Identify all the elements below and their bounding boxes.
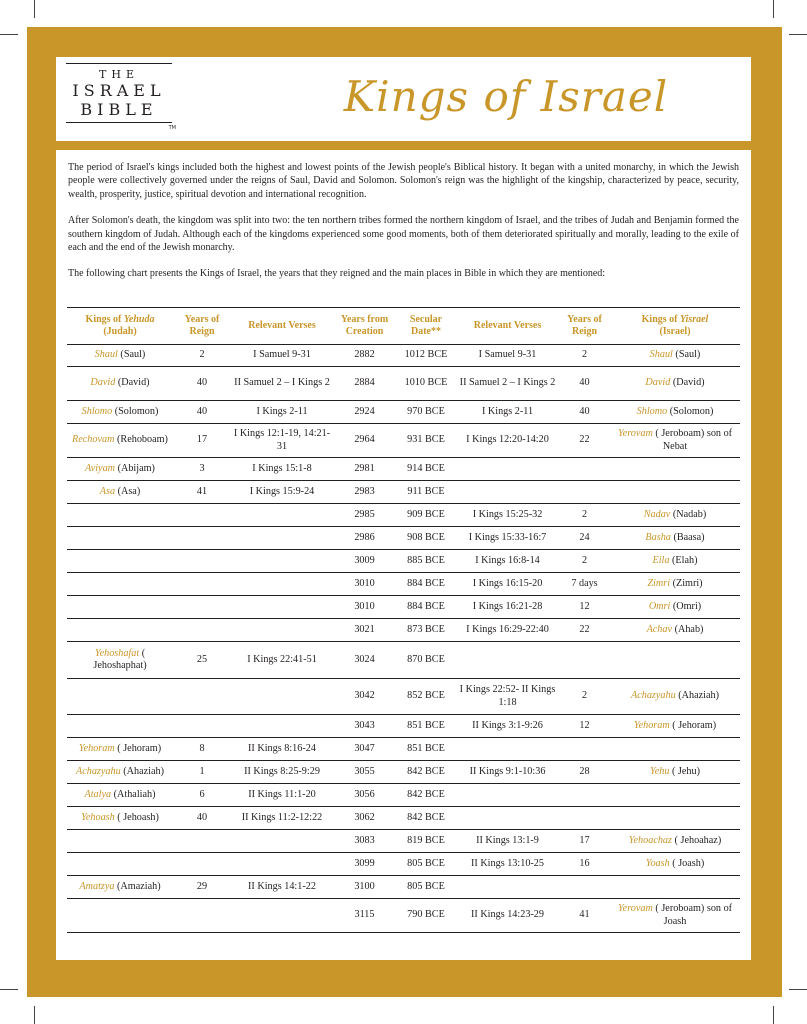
judah-king-cell	[67, 619, 173, 642]
israel-king-cell	[610, 619, 740, 642]
judah-verses-cell	[231, 715, 333, 738]
israel-verses-cell	[456, 738, 559, 761]
creation-year-cell: 3009	[333, 550, 396, 573]
table-row	[67, 761, 740, 784]
judah-king-cell	[67, 738, 173, 761]
judah-king-cell	[67, 401, 173, 424]
logo-line-1: THE	[99, 68, 139, 81]
table-row	[67, 738, 740, 761]
israel-king-cell	[610, 807, 740, 830]
judah-verses-cell	[231, 504, 333, 527]
israel-years-cell	[559, 738, 610, 761]
header-banner	[56, 57, 751, 141]
judah-years-cell	[173, 596, 231, 619]
judah-years-cell: 8	[173, 738, 231, 761]
table-row	[67, 853, 740, 876]
judah-king-cell	[67, 596, 173, 619]
creation-year-cell: 3056	[333, 784, 396, 807]
judah-years-cell: 29	[173, 876, 231, 899]
table-row	[67, 899, 740, 933]
secular-date-cell: 1010 BCE	[396, 367, 456, 401]
king-hebrew-name: Rechovam	[72, 434, 115, 446]
judah-king-cell	[67, 876, 173, 899]
creation-year-cell: 3099	[333, 853, 396, 876]
king-hebrew-name: Shaul	[649, 349, 673, 361]
israel-verses-cell: I Kings 12:20-14:20	[456, 424, 559, 458]
israel-verses-cell: I Kings 16:21-28	[456, 596, 559, 619]
israel-bible-logo	[60, 63, 178, 131]
judah-years-cell: 41	[173, 481, 231, 504]
king-hebrew-name: Aviyam	[85, 462, 116, 474]
header-years-judah: Years of Reign	[173, 308, 231, 345]
israel-years-cell: 16	[559, 853, 610, 876]
header-verses-judah: Relevant Verses	[231, 308, 333, 345]
table-row	[67, 424, 740, 458]
king-english-name: ( Jehoshaphat)	[93, 647, 147, 671]
king-english-name: (David)	[117, 377, 150, 389]
judah-years-cell	[173, 573, 231, 596]
israel-king-cell	[610, 596, 740, 619]
judah-king-cell	[67, 853, 173, 876]
table-row	[67, 807, 740, 830]
israel-verses-cell: II Kings 13:1-9	[456, 830, 559, 853]
judah-verses-cell	[231, 527, 333, 550]
judah-years-cell	[173, 619, 231, 642]
king-hebrew-name: David	[645, 377, 671, 389]
king-english-name: (Ahaziah)	[678, 690, 719, 702]
israel-king-cell	[610, 761, 740, 784]
israel-years-cell: 40	[559, 367, 610, 401]
king-english-name: (Rehoboam)	[117, 434, 168, 446]
king-hebrew-name: Eila	[652, 554, 670, 566]
king-english-name: (Athaliah)	[113, 788, 156, 800]
intro-text	[68, 161, 739, 294]
creation-year-cell: 3047	[333, 738, 396, 761]
secular-date-cell: 852 BCE	[396, 679, 456, 715]
judah-verses-cell	[231, 899, 333, 933]
king-hebrew-name: Omri	[648, 600, 671, 612]
judah-years-cell: 3	[173, 458, 231, 481]
table-row	[67, 715, 740, 738]
israel-king-cell	[610, 642, 740, 679]
israel-king-cell	[610, 424, 740, 458]
judah-verses-cell: II Kings 14:1-22	[231, 876, 333, 899]
table-row	[67, 596, 740, 619]
judah-king-cell	[67, 642, 173, 679]
king-hebrew-name: Shlomo	[81, 405, 113, 417]
creation-year-cell: 3021	[333, 619, 396, 642]
logo-line-3: BIBLE	[80, 100, 158, 119]
table-row	[67, 784, 740, 807]
king-english-name: (Solomon)	[669, 405, 714, 417]
header-creation: Years from Creation	[333, 308, 396, 345]
israel-verses-cell: I Kings 2-11	[456, 401, 559, 424]
judah-verses-cell: I Kings 2-11	[231, 401, 333, 424]
crop-mark	[789, 34, 807, 35]
israel-years-cell: 12	[559, 715, 610, 738]
judah-verses-cell: II Kings 8:16-24	[231, 738, 333, 761]
king-hebrew-name: Yerovam	[617, 903, 653, 914]
israel-king-cell	[610, 367, 740, 401]
israel-verses-cell	[456, 642, 559, 679]
israel-king-cell	[610, 401, 740, 424]
israel-verses-cell: II Kings 13:10-25	[456, 853, 559, 876]
king-english-name: (Saul)	[120, 349, 146, 361]
israel-verses-cell: II Kings 9:1-10:36	[456, 761, 559, 784]
creation-year-cell: 2882	[333, 345, 396, 367]
crop-mark	[789, 989, 807, 990]
intro-paragraph: The period of Israel's kings included both the highest and lowest points of the Jewish people's Biblical history. It began with a united monarchy, in which the Jewish people were collectively governed under the reigns of Saul, David and Solomon. Solomon's reign was the highlight of the kingship, characterized by peace, security, wealth, prosperity, justice, spiritual devotion and international recognition.	[68, 162, 739, 200]
secular-date-cell: 931 BCE	[396, 424, 456, 458]
king-hebrew-name: Basha	[645, 531, 671, 543]
creation-year-cell: 2985	[333, 504, 396, 527]
king-english-name: (Nadab)	[672, 508, 707, 520]
page-title: Kings of Israel	[343, 72, 669, 121]
secular-date-cell: 908 BCE	[396, 527, 456, 550]
secular-date-cell: 914 BCE	[396, 458, 456, 481]
table-row	[67, 527, 740, 550]
kings-table	[67, 307, 740, 933]
israel-years-cell: 2	[559, 550, 610, 573]
crop-mark	[773, 1006, 774, 1024]
secular-date-cell: 970 BCE	[396, 401, 456, 424]
king-english-name: ( Jehoash)	[117, 811, 159, 823]
creation-year-cell: 3010	[333, 596, 396, 619]
judah-king-cell	[67, 550, 173, 573]
king-hebrew-name: Amatzya	[79, 880, 115, 892]
king-english-name: (Zimri)	[672, 577, 703, 589]
judah-years-cell	[173, 504, 231, 527]
israel-king-cell	[610, 458, 740, 481]
israel-years-cell: 2	[559, 345, 610, 367]
israel-years-cell: 24	[559, 527, 610, 550]
israel-years-cell: 7 days	[559, 573, 610, 596]
king-hebrew-name: Achazyahu	[76, 765, 121, 777]
judah-years-cell: 40	[173, 367, 231, 401]
crop-mark	[34, 1006, 35, 1024]
israel-verses-cell: I Kings 15:25-32	[456, 504, 559, 527]
judah-verses-cell	[231, 573, 333, 596]
israel-years-cell	[559, 876, 610, 899]
creation-year-cell: 3055	[333, 761, 396, 784]
israel-years-cell: 2	[559, 679, 610, 715]
table-header-row	[67, 308, 740, 345]
creation-year-cell: 2884	[333, 367, 396, 401]
judah-king-cell	[67, 784, 173, 807]
judah-king-cell	[67, 761, 173, 784]
israel-years-cell: 22	[559, 619, 610, 642]
king-hebrew-name: Yehoram	[78, 742, 115, 754]
israel-years-cell: 22	[559, 424, 610, 458]
judah-verses-cell: II Kings 8:25-9:29	[231, 761, 333, 784]
table-row	[67, 504, 740, 527]
table-row	[67, 401, 740, 424]
secular-date-cell: 870 BCE	[396, 642, 456, 679]
israel-verses-cell: I Kings 16:15-20	[456, 573, 559, 596]
table-row	[67, 642, 740, 679]
table-row	[67, 458, 740, 481]
judah-king-cell	[67, 504, 173, 527]
crop-mark	[0, 989, 18, 990]
creation-year-cell: 2981	[333, 458, 396, 481]
king-hebrew-name: Zimri	[647, 577, 671, 589]
israel-king-cell	[610, 527, 740, 550]
judah-years-cell: 25	[173, 642, 231, 679]
table-row	[67, 876, 740, 899]
logo-rule	[66, 63, 172, 64]
creation-year-cell: 2986	[333, 527, 396, 550]
king-english-name: (David)	[672, 377, 705, 389]
israel-verses-cell: I Kings 16:29-22:40	[456, 619, 559, 642]
secular-date-cell: 885 BCE	[396, 550, 456, 573]
judah-years-cell	[173, 550, 231, 573]
secular-date-cell: 1012 BCE	[396, 345, 456, 367]
judah-king-cell	[67, 424, 173, 458]
judah-years-cell	[173, 853, 231, 876]
judah-years-cell: 6	[173, 784, 231, 807]
israel-king-cell	[610, 876, 740, 899]
israel-king-cell	[610, 504, 740, 527]
israel-king-cell	[610, 715, 740, 738]
judah-verses-cell	[231, 550, 333, 573]
king-english-name: (Amaziah)	[117, 880, 161, 892]
judah-king-cell	[67, 679, 173, 715]
secular-date-cell: 911 BCE	[396, 481, 456, 504]
secular-date-cell: 909 BCE	[396, 504, 456, 527]
judah-king-cell	[67, 573, 173, 596]
king-english-name: (Ahaziah)	[123, 765, 164, 777]
judah-king-cell	[67, 715, 173, 738]
israel-years-cell: 2	[559, 504, 610, 527]
judah-king-cell	[67, 481, 173, 504]
king-english-name: ( Jehoram)	[117, 742, 162, 754]
israel-king-cell	[610, 853, 740, 876]
judah-verses-cell: II Samuel 2 – I Kings 2	[231, 367, 333, 401]
secular-date-cell: 851 BCE	[396, 715, 456, 738]
king-hebrew-name: Yehoshafat	[94, 647, 140, 659]
judah-king-cell	[67, 830, 173, 853]
secular-date-cell: 884 BCE	[396, 573, 456, 596]
creation-year-cell: 3024	[333, 642, 396, 679]
creation-year-cell: 2983	[333, 481, 396, 504]
creation-year-cell: 3115	[333, 899, 396, 933]
king-hebrew-name: Achazyahu	[631, 690, 676, 702]
intro-paragraph: After Solomon's death, the kingdom was split into two: the ten northern tribes formed the northern kingdom of Israel, and the tribes of Judah and Benjamin formed the southern kingdom of Judah. Although each of the kingdoms experienced some good moments, both of them deteriorated spiritually and morally, leading to the exile of each and the end of the Jewish monarchy.	[68, 215, 739, 254]
logo-trademark: TM	[168, 125, 176, 131]
header-verses-israel: Relevant Verses	[456, 308, 559, 345]
crop-mark	[773, 0, 774, 18]
judah-verses-cell: I Kings 15:1-8	[231, 458, 333, 481]
king-english-name: (Ahab)	[674, 623, 704, 635]
judah-years-cell: 40	[173, 401, 231, 424]
israel-verses-cell: II Kings 3:1-9:26	[456, 715, 559, 738]
judah-years-cell: 40	[173, 807, 231, 830]
table-row	[67, 573, 740, 596]
secular-date-cell: 884 BCE	[396, 596, 456, 619]
table-row	[67, 619, 740, 642]
israel-king-cell	[610, 573, 740, 596]
secular-date-cell: 842 BCE	[396, 807, 456, 830]
judah-king-cell	[67, 345, 173, 367]
table-row	[67, 345, 740, 367]
table-row	[67, 679, 740, 715]
king-hebrew-name: Asa	[99, 485, 116, 497]
israel-years-cell: 28	[559, 761, 610, 784]
secular-date-cell: 851 BCE	[396, 738, 456, 761]
israel-years-cell	[559, 807, 610, 830]
secular-date-cell: 842 BCE	[396, 761, 456, 784]
king-english-name: (Saul)	[675, 349, 701, 361]
judah-verses-cell: I Kings 15:9-24	[231, 481, 333, 504]
judah-verses-cell	[231, 853, 333, 876]
judah-king-cell	[67, 527, 173, 550]
judah-years-cell	[173, 830, 231, 853]
crop-mark	[34, 0, 35, 18]
king-english-name: (Omri)	[672, 600, 702, 612]
creation-year-cell: 3062	[333, 807, 396, 830]
king-hebrew-name: Yehu	[649, 765, 670, 777]
secular-date-cell: 805 BCE	[396, 853, 456, 876]
judah-verses-cell: I Kings 22:41-51	[231, 642, 333, 679]
header-kings-israel: Kings of Yisrael (Israel)	[610, 308, 740, 345]
creation-year-cell: 2964	[333, 424, 396, 458]
israel-years-cell	[559, 784, 610, 807]
israel-years-cell: 41	[559, 899, 610, 933]
judah-verses-cell: II Kings 11:2-12:22	[231, 807, 333, 830]
king-english-name: ( Jehoram)	[672, 719, 717, 731]
israel-verses-cell: II Kings 14:23-29	[456, 899, 559, 933]
israel-king-cell	[610, 679, 740, 715]
crop-mark	[0, 34, 18, 35]
judah-king-cell	[67, 458, 173, 481]
king-hebrew-name: Shaul	[94, 349, 118, 361]
judah-verses-cell	[231, 619, 333, 642]
judah-verses-cell	[231, 679, 333, 715]
israel-verses-cell	[456, 876, 559, 899]
judah-verses-cell	[231, 596, 333, 619]
judah-years-cell	[173, 527, 231, 550]
header-secular: Secular Date**	[396, 308, 456, 345]
king-english-name: ( Jehu)	[671, 765, 700, 777]
israel-verses-cell	[456, 784, 559, 807]
israel-years-cell	[559, 481, 610, 504]
creation-year-cell: 3083	[333, 830, 396, 853]
judah-years-cell: 17	[173, 424, 231, 458]
creation-year-cell: 3043	[333, 715, 396, 738]
king-hebrew-name: Yehoachaz	[628, 834, 672, 846]
israel-years-cell: 12	[559, 596, 610, 619]
israel-verses-cell	[456, 481, 559, 504]
israel-king-cell	[610, 738, 740, 761]
king-hebrew-name: Yerovam	[617, 428, 653, 439]
israel-king-cell	[610, 830, 740, 853]
king-hebrew-name: Yehoash	[81, 811, 115, 823]
logo-line-2: ISRAEL	[72, 81, 166, 100]
table-row	[67, 367, 740, 401]
king-english-name: ( Jeroboam) son of Nebat	[655, 428, 733, 452]
judah-years-cell	[173, 715, 231, 738]
king-english-name: (Solomon)	[114, 405, 159, 417]
header-years-israel: Years of Reign	[559, 308, 610, 345]
israel-verses-cell: I Kings 15:33-16:7	[456, 527, 559, 550]
king-hebrew-name: Shlomo	[636, 405, 668, 417]
judah-verses-cell: I Kings 12:1-19, 14:21-31	[231, 424, 333, 458]
israel-king-cell	[610, 784, 740, 807]
israel-years-cell	[559, 642, 610, 679]
secular-date-cell: 873 BCE	[396, 619, 456, 642]
king-hebrew-name: Yoash	[645, 857, 670, 869]
creation-year-cell: 2924	[333, 401, 396, 424]
king-english-name: ( Jeroboam) son of Joash	[655, 903, 733, 927]
judah-years-cell	[173, 899, 231, 933]
judah-king-cell	[67, 899, 173, 933]
judah-years-cell: 2	[173, 345, 231, 367]
israel-king-cell	[610, 550, 740, 573]
king-hebrew-name: Nadav	[643, 508, 671, 520]
king-english-name: (Elah)	[672, 554, 698, 566]
king-english-name: (Asa)	[117, 485, 141, 497]
king-hebrew-name: Atalya	[84, 788, 112, 800]
king-hebrew-name: Achav	[646, 623, 673, 635]
creation-year-cell: 3010	[333, 573, 396, 596]
israel-verses-cell	[456, 458, 559, 481]
king-hebrew-name: Yehoram	[633, 719, 670, 731]
creation-year-cell: 3100	[333, 876, 396, 899]
creation-year-cell: 3042	[333, 679, 396, 715]
king-english-name: (Abijam)	[117, 462, 155, 474]
secular-date-cell: 819 BCE	[396, 830, 456, 853]
judah-years-cell: 1	[173, 761, 231, 784]
table-row	[67, 830, 740, 853]
judah-verses-cell	[231, 830, 333, 853]
israel-verses-cell: I Samuel 9-31	[456, 345, 559, 367]
judah-years-cell	[173, 679, 231, 715]
table-row	[67, 481, 740, 504]
logo-rule	[66, 122, 172, 123]
table-row	[67, 550, 740, 573]
israel-verses-cell	[456, 807, 559, 830]
content-panel	[56, 150, 751, 960]
judah-king-cell	[67, 807, 173, 830]
israel-king-cell	[610, 481, 740, 504]
king-hebrew-name: David	[90, 377, 116, 389]
israel-king-cell	[610, 345, 740, 367]
king-english-name: ( Jehoahaz)	[674, 834, 722, 846]
israel-king-cell	[610, 899, 740, 933]
intro-paragraph: The following chart presents the Kings of Israel, the years that they reigned and the main places in Bible in which they are mentioned:	[68, 268, 606, 280]
israel-years-cell: 40	[559, 401, 610, 424]
king-english-name: ( Joash)	[672, 857, 705, 869]
israel-verses-cell: I Kings 22:52- II Kings 1:18	[456, 679, 559, 715]
secular-date-cell: 790 BCE	[396, 899, 456, 933]
judah-verses-cell: II Kings 11:1-20	[231, 784, 333, 807]
header-kings-judah: Kings of Yehuda (Judah)	[67, 308, 173, 345]
judah-king-cell	[67, 367, 173, 401]
israel-years-cell: 17	[559, 830, 610, 853]
judah-verses-cell: I Samuel 9-31	[231, 345, 333, 367]
israel-verses-cell: I Kings 16:8-14	[456, 550, 559, 573]
secular-date-cell: 842 BCE	[396, 784, 456, 807]
secular-date-cell: 805 BCE	[396, 876, 456, 899]
king-english-name: (Baasa)	[673, 531, 705, 543]
israel-verses-cell: II Samuel 2 – I Kings 2	[456, 367, 559, 401]
israel-years-cell	[559, 458, 610, 481]
